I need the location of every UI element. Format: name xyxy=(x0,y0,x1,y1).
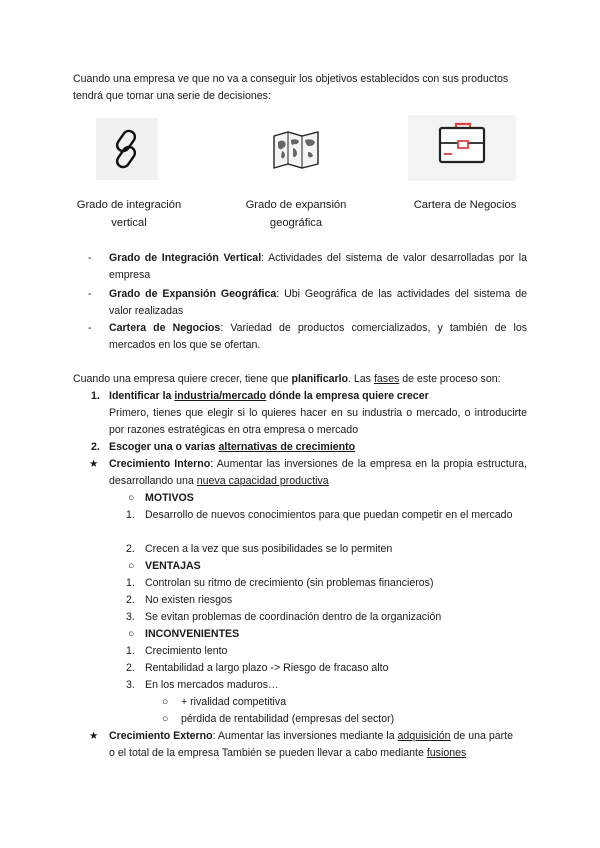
step-2-title: Escoger una o varias alternativas de crecimiento xyxy=(109,441,356,453)
intro-line-2: tendrá que tomar una serie de decisiones: xyxy=(73,90,271,102)
star-bullet-icon: ★ xyxy=(89,730,99,742)
definition-marker: - xyxy=(88,322,92,334)
list-number: 1. xyxy=(126,509,135,521)
external-growth-line-2: o el total de la empresa También se pueden llevar a cabo mediante fusiones xyxy=(109,747,467,759)
definition-business-portfolio: Cartera de Negocios: Variedad de productos comercializados, y también de los mercados en los que se ofertan. xyxy=(109,322,528,351)
mature-market-item: + rivalidad competitiva xyxy=(181,696,287,708)
star-bullet-icon: ★ xyxy=(89,458,99,470)
inconveniente-item: Rentabilidad a largo plazo -> Riesgo de fracaso alto xyxy=(145,662,389,674)
motivo-item: Desarrollo de nuevos conocimientos para que puedan competir en el mercado xyxy=(145,509,513,521)
step-1-title: Identificar la industria/mercado dónde la empresa quiere crecer xyxy=(109,390,429,402)
ventaja-item: No existen riesgos xyxy=(145,594,233,606)
world-map-icon xyxy=(262,118,330,180)
list-number: 3. xyxy=(126,611,135,623)
circle-bullet-icon: ○ xyxy=(128,560,135,572)
icon-label-geographic-expansion: Grado de expansión geográfica xyxy=(245,199,347,229)
circle-bullet-icon: ○ xyxy=(128,628,135,640)
definition-marker: - xyxy=(88,252,92,264)
ventaja-item: Controlan su ritmo de crecimiento (sin problemas financieros) xyxy=(145,577,434,589)
icon-label-business-portfolio: Cartera de Negocios xyxy=(413,199,517,211)
ventajas-title: VENTAJAS xyxy=(145,560,201,572)
step-number: 2. xyxy=(91,441,100,453)
inconvenientes-title: INCONVENIENTES xyxy=(145,628,240,640)
circle-bullet-icon: ○ xyxy=(162,713,169,725)
list-number: 1. xyxy=(126,577,135,589)
motivos-title: MOTIVOS xyxy=(145,492,194,504)
external-growth-line-1: Crecimiento Externo: Aumentar las inversiones mediante la adquisición de una parte xyxy=(109,730,513,742)
chain-link-icon xyxy=(96,118,158,180)
step-1-text: Primero, tienes que elegir si lo quieres hacer en su industria o mercado, o introducirte por razones estratégicas en otra empresa o mercado xyxy=(109,407,527,436)
definition-vertical-integration: Grado de Integración Vertical: Actividades del sistema de valor desarrolladas por la empresa xyxy=(109,252,527,281)
intro-paragraph xyxy=(73,71,543,105)
list-number: 1. xyxy=(126,645,135,657)
list-number: 2. xyxy=(126,662,135,674)
step-number: 1. xyxy=(91,390,100,402)
internal-growth: Crecimiento Interno: Aumentar las inversiones de la empresa en la propia estructura, desarrollando una nueva capacidad productiva xyxy=(109,458,527,487)
definition-geographic-expansion: Grado de Expansión Geográfica: Ubi Geográfica de las actividades del sistema de valor realizadas xyxy=(109,288,527,317)
list-number: 2. xyxy=(126,543,135,555)
growth-intro: Cuando una empresa quiere crecer, tiene que planificarlo. Las fases de este proceso son: xyxy=(73,373,501,385)
ventaja-item: Se evitan problemas de coordinación dentro de la organización xyxy=(145,611,442,623)
circle-bullet-icon: ○ xyxy=(162,696,169,708)
motivo-item: Crecen a la vez que sus posibilidades se lo permiten xyxy=(145,543,393,555)
list-number: 3. xyxy=(126,679,135,691)
list-number: 2. xyxy=(126,594,135,606)
icon-label-vertical-integration: Grado de integración vertical xyxy=(76,199,182,229)
mature-market-item: pérdida de rentabilidad (empresas del sector) xyxy=(181,713,395,725)
inconveniente-item: En los mercados maduros… xyxy=(145,679,279,691)
circle-bullet-icon: ○ xyxy=(128,492,135,504)
briefcase-icon xyxy=(408,115,516,181)
intro-line-1: Cuando una empresa ve que no va a conseguir los objetivos establecidos con sus productos xyxy=(73,73,509,85)
definition-marker: - xyxy=(88,288,92,300)
inconveniente-item: Crecimiento lento xyxy=(145,645,228,657)
